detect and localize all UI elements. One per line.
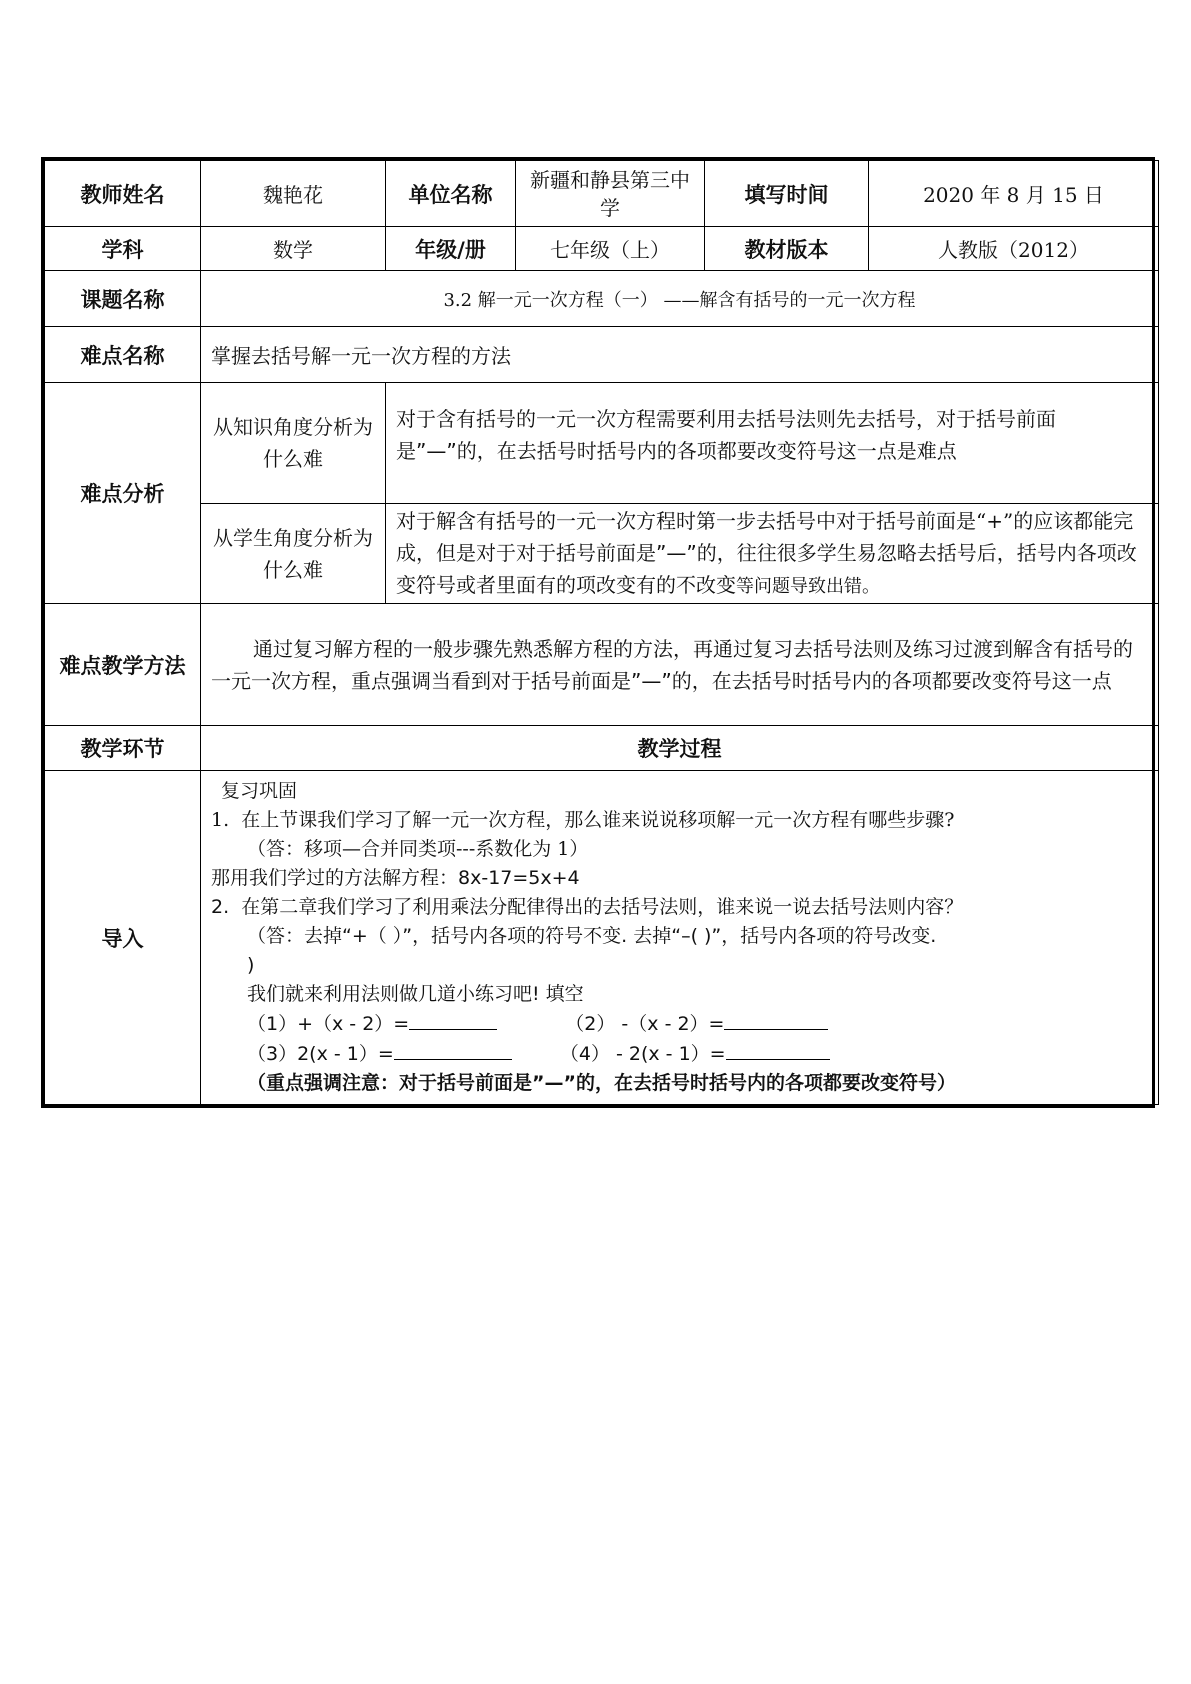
exercise-row-1 — [211, 1009, 1148, 1039]
method-text: 通过复习解方程的一般步骤先熟悉解方程的方法，再通过复习去括号法则及练习过渡到解含有括号的一元一次方程，重点强调当看到对于括号前面是”—”的，在去括号时括号内的各项都要改变符号这一点 — [201, 604, 1159, 726]
grade-label: 年级/册 — [386, 227, 516, 271]
student-angle-label: 从学生角度分析为什么难 — [201, 504, 386, 604]
answer-2: （答：去掉“+（ ）”，括号内各项的符号不变. 去掉“–( )”，括号内各项的符号改变. — [247, 925, 937, 947]
intro-label: 导入 — [45, 771, 201, 1105]
question-1: 1. 在上节课我们学习了解一元一次方程，那么谁来说说移项解一元一次方程有哪些步骤? — [211, 809, 955, 831]
exercise-4-blank[interactable] — [726, 1039, 830, 1060]
unit-value: 新疆和静县第三中学 — [516, 161, 705, 227]
stage-label: 教学环节 — [45, 726, 201, 771]
exercise-2-blank[interactable] — [724, 1009, 828, 1030]
teacher-value: 魏艳花 — [201, 161, 386, 227]
subject-label: 学科 — [45, 227, 201, 271]
topic-value: 3.2 解一元一次方程（一） ——解含有括号的一元一次方程 — [201, 271, 1159, 327]
exercise-1: （1）+（x - 2）= — [247, 1013, 410, 1035]
difficulty-label: 难点名称 — [45, 327, 201, 383]
knowledge-angle-label: 从知识角度分析为什么难 — [201, 383, 386, 504]
date-label: 填写时间 — [705, 161, 869, 227]
process-label: 教学过程 — [201, 726, 1159, 771]
knowledge-angle-text: 对于含有括号的一元一次方程需要利用去括号法则先去括号，对于括号前面是”—”的，在去括号时括号内的各项都要改变符号这一点是难点 — [386, 383, 1159, 504]
teacher-label: 教师姓名 — [45, 161, 201, 227]
topic-label: 课题名称 — [45, 271, 201, 327]
grade-value: 七年级（上） — [516, 227, 705, 271]
practice-prompt: 我们就来利用法则做几道小练习吧! 填空 — [247, 983, 584, 1005]
review-title: 复习巩固 — [221, 780, 298, 802]
difficulty-value: 掌握去括号解一元一次方程的方法 — [201, 327, 1159, 383]
edition-value: 人教版（2012） — [869, 227, 1159, 271]
student-angle-text: 对于解含有括号的一元一次方程时第一步去括号中对于括号前面是“+”的应该都能完成，但是对于对于括号前面是”—”的，往往很多学生易忽略去括号后，括号内各项改变符号或者里面有的项改变有的不改变等问题导致出错。 — [386, 504, 1159, 604]
exercise-2: （2） -（x - 2）= — [565, 1013, 725, 1035]
method-label: 难点教学方法 — [45, 604, 201, 726]
answer-2-tail: ) — [247, 954, 255, 976]
emphasis-note: （重点强调注意：对于括号前面是”—”的，在去括号时括号内的各项都要改变符号） — [247, 1072, 956, 1094]
edition-label: 教材版本 — [705, 227, 869, 271]
exercise-4: （4） - 2(x - 1）= — [559, 1043, 726, 1065]
exercise-1-blank[interactable] — [409, 1009, 497, 1030]
exercise-row-2 — [211, 1039, 1148, 1069]
intro-content — [201, 771, 1159, 1105]
date-value: 2020 年 8 月 15 日 — [869, 161, 1159, 227]
analysis-label: 难点分析 — [45, 383, 201, 604]
equation-line: 那用我们学过的方法解方程：8x-17=5x+4 — [211, 867, 580, 889]
answer-1: （答：移项—合并同类项---系数化为 1） — [247, 838, 589, 860]
lesson-plan-table — [41, 157, 1155, 1108]
exercise-3-blank[interactable] — [394, 1039, 512, 1060]
unit-label: 单位名称 — [386, 161, 516, 227]
exercise-3: （3）2(x - 1）= — [247, 1043, 394, 1065]
subject-value: 数学 — [201, 227, 386, 271]
question-2: 2. 在第二章我们学习了利用乘法分配律得出的去括号法则，谁来说一说去括号法则内容？ — [211, 896, 964, 918]
